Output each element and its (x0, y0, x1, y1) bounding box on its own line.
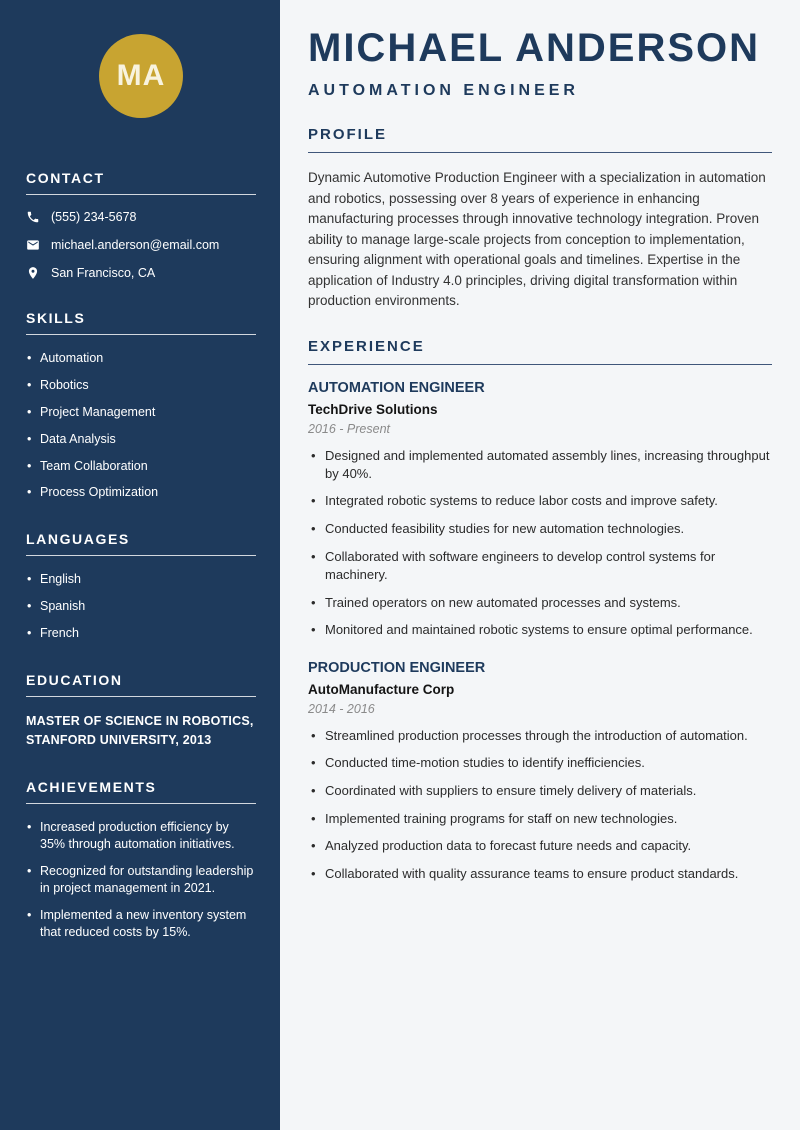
skill-item: • Data Analysis (26, 431, 256, 448)
language-item: • Spanish (26, 598, 256, 615)
skill-item: • Automation (26, 350, 256, 367)
skills-section (26, 310, 256, 501)
skill-item: • Process Optimization (26, 484, 256, 501)
job-role: AUTOMATION ENGINEER (308, 379, 485, 396)
job-bullet: • Collaborated with software engineers to develop control systems for machinery. (308, 548, 772, 584)
skills-heading: SKILLS (26, 310, 256, 335)
languages-heading: LANGUAGES (26, 531, 256, 556)
job-company: AutoManufacture Corp (308, 681, 455, 697)
skill-item: • Project Management (26, 404, 256, 421)
achievements-section (26, 779, 256, 940)
contact-phone: (555) 234-5678 (51, 210, 137, 224)
phone-icon (26, 210, 40, 224)
education-heading: EDUCATION (26, 672, 256, 697)
job-bullet: • Analyzed production data to forecast future needs and capacity. (308, 837, 772, 855)
job-bullet: • Conducted time-motion studies to identify inefficiencies. (308, 754, 772, 772)
job-entry (308, 380, 772, 640)
contact-section (26, 170, 256, 280)
language-item: • French (26, 625, 256, 642)
email-icon (26, 238, 40, 252)
languages-list (26, 571, 256, 642)
job-bullet: • Coordinated with suppliers to ensure timely delivery of materials. (308, 782, 772, 800)
achievement-item: • Recognized for outstanding leadership in project management in 2021. (26, 863, 256, 897)
achievements-heading: ACHIEVEMENTS (26, 779, 256, 804)
avatar-initials: MA (116, 59, 166, 92)
skill-item: • Robotics (26, 377, 256, 394)
profile-section (308, 126, 772, 312)
education-degree: MASTER OF SCIENCE IN ROBOTICS, STANFORD UNIVERSITY, 2013 (26, 713, 254, 747)
skill-item: • Team Collaboration (26, 458, 256, 475)
job-bullet: • Streamlined production processes through the introduction of automation. (308, 727, 772, 745)
achievement-item: • Implemented a new inventory system that reduced costs by 15%. (26, 907, 256, 941)
avatar-wrap (26, 34, 256, 118)
job-bullets (308, 447, 772, 640)
main-content (280, 0, 800, 1130)
job-bullet: • Designed and implemented automated assembly lines, increasing throughput by 40%. (308, 447, 772, 483)
candidate-title: AUTOMATION ENGINEER (308, 82, 579, 99)
job-bullet: • Monitored and maintained robotic systems to ensure optimal performance. (308, 621, 772, 639)
job-bullet: • Integrated robotic systems to reduce labor costs and improve safety. (308, 492, 772, 510)
job-bullet: • Conducted feasibility studies for new automation technologies. (308, 520, 772, 538)
achievements-list (26, 819, 256, 940)
skills-list (26, 350, 256, 501)
sidebar (0, 0, 280, 1130)
education-section (26, 672, 256, 750)
job-bullet: • Trained operators on new automated processes and systems. (308, 594, 772, 612)
job-entry (308, 660, 772, 884)
job-role: PRODUCTION ENGINEER (308, 659, 486, 676)
language-item: • English (26, 571, 256, 588)
location-icon (26, 266, 40, 280)
avatar (99, 34, 183, 118)
contact-heading: CONTACT (26, 170, 256, 195)
job-dates: 2014 - 2016 (308, 701, 375, 716)
contact-email: michael.anderson@email.com (51, 238, 220, 252)
job-dates: 2016 - Present (308, 421, 390, 436)
job-bullet: • Implemented training programs for staff on new technologies. (308, 810, 772, 828)
contact-email-row (26, 238, 256, 252)
achievement-item: • Increased production efficiency by 35% through automation initiatives. (26, 819, 256, 853)
job-company: TechDrive Solutions (308, 401, 438, 417)
candidate-name: MICHAEL ANDERSON (308, 26, 761, 70)
contact-phone-row (26, 210, 256, 224)
experience-section (308, 338, 772, 884)
profile-text: Dynamic Automotive Production Engineer with a specialization in automation and robotics, possessing over 8 years of experience in enhancing manufacturing processes through innovative technology integration. Proven ability to manage large-scale projects from conception to implementation, ensuring alignment with operational goals and timelines. Expertise in the application of Industry 4.0 principles, driving digital transformation within production environments. (308, 170, 766, 309)
profile-heading: PROFILE (308, 126, 772, 153)
experience-heading: EXPERIENCE (308, 338, 772, 365)
contact-location: San Francisco, CA (51, 266, 156, 280)
job-bullet: • Collaborated with quality assurance teams to ensure product standards. (308, 865, 772, 883)
languages-section (26, 531, 256, 642)
job-bullets (308, 727, 772, 884)
contact-location-row (26, 266, 256, 280)
